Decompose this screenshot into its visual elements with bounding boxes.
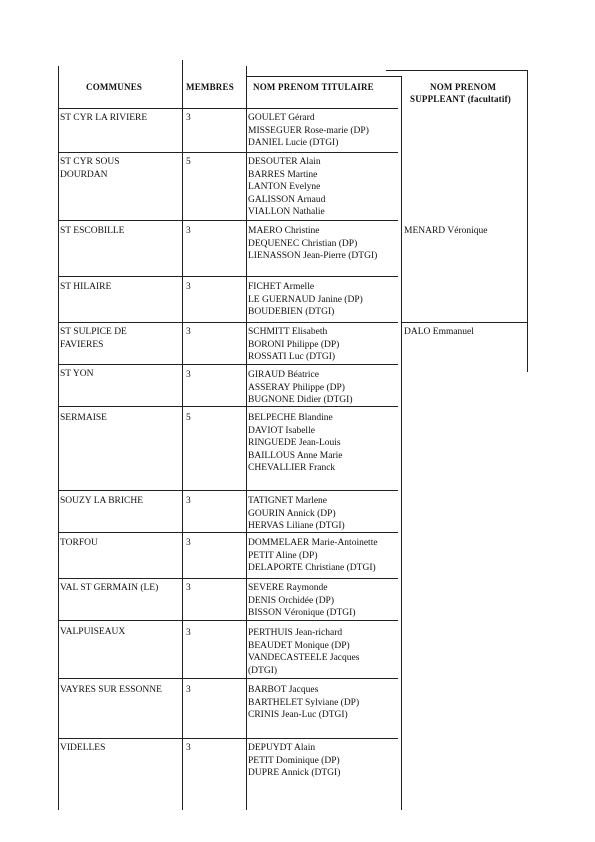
titulaire-name: DOMMELAER Marie-Antoinette: [248, 538, 378, 548]
titulaire-name: BEAUDET Monique (DP): [248, 640, 350, 651]
titulaires-list: [248, 582, 404, 620]
titulaire-name: SEVERE Raymonde: [248, 583, 328, 593]
titulaire-name: BARBOT Jacques: [248, 685, 319, 695]
titulaire-name: DENIS Orchidée (DP): [248, 595, 335, 606]
membres-count: 3: [186, 496, 191, 506]
membres-count: 3: [186, 538, 191, 548]
titulaires-list: [248, 369, 404, 407]
titulaires-list: [248, 537, 404, 575]
commune-name: TORFOU: [60, 538, 98, 548]
titulaires-list: [248, 326, 404, 364]
commune-name: ST HILAIRE: [60, 282, 112, 292]
titulaire-name: GALISSON Arnaud: [248, 194, 326, 205]
commune-name: ST CYR SOUS DOURDAN: [60, 157, 120, 180]
titulaires-list: [248, 225, 404, 263]
titulaires-list: [248, 412, 404, 475]
row-separator: [58, 678, 398, 679]
suppleant-name: MENARD Véronique: [404, 226, 488, 236]
titulaire-name: ASSERAY Philippe (DP): [248, 382, 345, 393]
titulaire-name: DESOUTER Alain: [248, 157, 321, 167]
titulaire-name: GOULET Gérard: [248, 113, 315, 123]
commune-name: ST ESCOBILLE: [60, 226, 125, 236]
titulaire-name: BUGNONE Didier (DTGI): [248, 395, 353, 405]
row-separator: [58, 620, 398, 621]
titulaire-name: BISSON Véronique (DTGI): [248, 608, 356, 618]
membres-count: 5: [186, 157, 191, 167]
header-suppleant-line1: NOM PRENOM: [430, 82, 497, 92]
titulaires-list: [248, 742, 404, 780]
titulaires-list: [248, 684, 404, 722]
row-separator: [58, 276, 398, 277]
header-bottom-line: [58, 108, 398, 109]
titulaire-name: MAERO Christine: [248, 226, 320, 236]
commune-name: VALPUISEAUX: [60, 627, 126, 637]
titulaire-name: LE GUERNAUD Janine (DP): [248, 294, 363, 305]
commune-name: VAL ST GERMAIN (LE): [60, 583, 159, 593]
titulaire-name: DAVIOT Isabelle: [248, 425, 315, 436]
titulaire-name: FICHET Armelle: [248, 282, 315, 292]
header-suppleant-line2: SUPPLEANT (facultatif): [410, 94, 511, 104]
titulaires-list: [248, 156, 404, 219]
membres-count: 3: [186, 226, 191, 236]
membres-count: 3: [186, 743, 191, 753]
titulaire-name: PERTHUIS Jean-richard: [248, 628, 343, 638]
titulaire-name: PETIT Aline (DP): [248, 550, 318, 561]
suppleant-name: DALO Emmanuel: [404, 327, 474, 337]
commune-name: ST CYR LA RIVIERE: [60, 113, 148, 123]
column-divider-membres: [182, 60, 183, 810]
row-separator: [58, 738, 398, 739]
row-separator: [58, 364, 398, 365]
titulaires-list: [248, 281, 404, 319]
titulaire-name: DEPUYDT Alain: [248, 743, 316, 753]
titulaire-name: CRINIS Jean-Luc (DTGI): [248, 710, 348, 720]
titulaire-name: BAILLOUS Anne Marie: [248, 450, 343, 461]
titulaires-list: [248, 112, 404, 150]
titulaire-name: BELPECHE Blandine: [248, 413, 333, 423]
titulaire-name: HERVAS Liliane (DTGI): [248, 521, 345, 531]
membres-count: 3: [186, 583, 191, 593]
row-separator: [58, 322, 398, 323]
header-top-line: [247, 76, 401, 77]
membres-count: 3: [186, 370, 191, 380]
membres-count: 3: [186, 113, 191, 123]
membres-count: 3: [186, 628, 191, 638]
titulaire-name: CHEVALLIER Franck: [248, 463, 336, 473]
row-separator-right: [401, 322, 527, 323]
titulaires-list: [248, 495, 404, 533]
column-divider-left: [58, 66, 59, 810]
commune-name: SERMAISE: [60, 413, 107, 423]
titulaire-name: MISSEGUER Rose-marie (DP): [248, 125, 369, 136]
commune-name: ST SULPICE DE FAVIERES: [60, 327, 127, 350]
titulaires-list: [248, 627, 404, 677]
titulaire-name: BOUDEBIEN (DTGI): [248, 307, 335, 317]
header-communes: COMMUNES: [86, 82, 143, 92]
commune-name: SOUZY LA BRICHE: [60, 496, 144, 506]
header-membres: MEMBRES: [186, 82, 234, 92]
header-top-line-right: [386, 70, 528, 71]
titulaire-name: BARRES Martine: [248, 169, 318, 180]
titulaire-name: TATIGNET Marlene: [248, 496, 327, 506]
titulaire-name: BARTHELET Sylviane (DP): [248, 697, 360, 708]
row-separator: [58, 220, 398, 221]
titulaire-name: GOURIN Annick (DP): [248, 508, 336, 519]
membres-count: 3: [186, 327, 191, 337]
titulaire-name: VIALLON Nathalie: [248, 207, 325, 217]
titulaire-name: LANTON Evelyne: [248, 182, 321, 192]
row-separator: [58, 152, 398, 153]
header-titulaire: NOM PRENOM TITULAIRE: [253, 82, 374, 92]
titulaire-name: (DTGI): [248, 665, 278, 676]
commune-name: VAYRES SUR ESSONNE: [60, 685, 162, 695]
titulaire-name: VANDECASTEELE Jacques: [248, 653, 360, 663]
titulaire-name: RINGUEDE Jean-Louis: [248, 438, 341, 448]
row-separator: [58, 578, 398, 579]
membres-count: 5: [186, 413, 191, 423]
titulaire-name: DANIEL Lucie (DTGI): [248, 138, 339, 148]
titulaire-name: BORONI Philippe (DP): [248, 339, 340, 350]
column-divider-titulaire: [246, 66, 247, 810]
row-separator: [58, 490, 398, 491]
commune-name: ST YON: [60, 369, 94, 379]
titulaire-name: GIRAUD Béatrice: [248, 370, 319, 380]
titulaire-name: DUPRE Annick (DTGI): [248, 768, 341, 778]
titulaire-name: DEQUENEC Christian (DP): [248, 238, 358, 249]
commune-name: VIDELLES: [60, 743, 106, 753]
membres-count: 3: [186, 282, 191, 292]
titulaire-name: PETIT Dominique (DP): [248, 755, 340, 766]
titulaire-name: ROSSATI Luc (DTGI): [248, 352, 336, 362]
titulaire-name: LIENASSON Jean-Pierre (DTGI): [248, 251, 378, 261]
titulaire-name: DELAPORTE Christiane (DTGI): [248, 563, 376, 573]
titulaire-name: SCHMITT Elisabeth: [248, 327, 328, 337]
column-divider-right: [527, 70, 528, 372]
membres-count: 3: [186, 685, 191, 695]
